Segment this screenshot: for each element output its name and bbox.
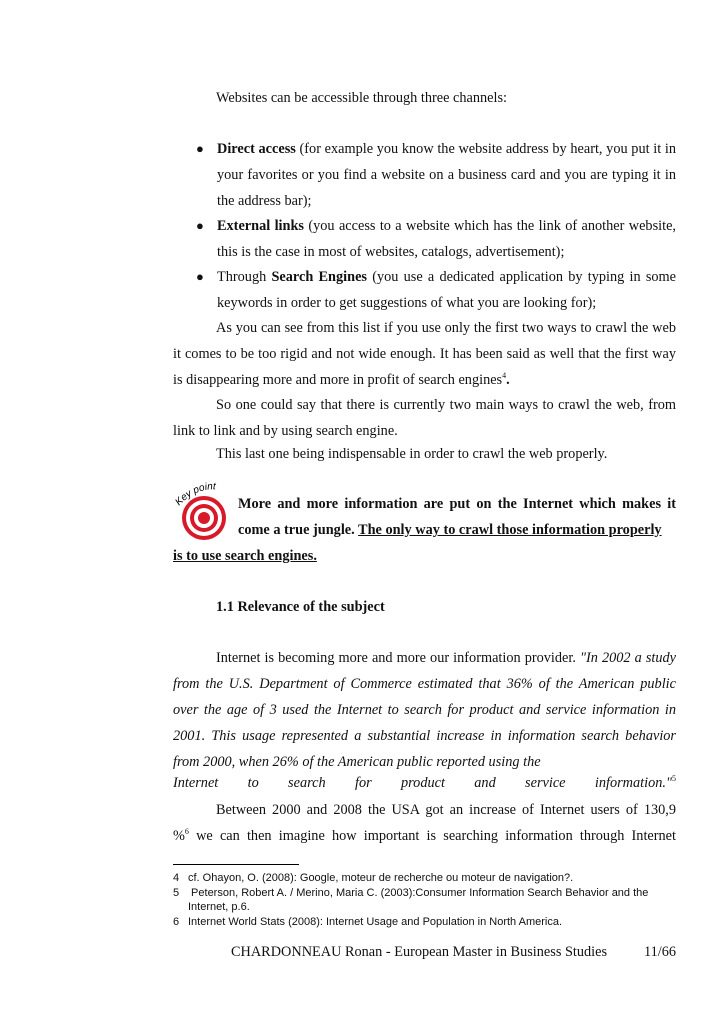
footnote-text: Peterson, Robert A. / Merino, Maria C. (2003):Consumer Information Search Behavior and the [188,887,649,899]
bullet-bold-label: Direct access [217,141,296,157]
footer-author: CHARDONNEAU Ronan - European Master in Business Studies [231,944,608,960]
paragraph-text: we can then imagine how important is searching information through Internet [188,828,676,844]
page-number: 11/66 [643,944,676,960]
key-point-text [238,491,676,543]
bullet-description: (you access to a website which has the link of another website, this is the case in most of websites, catalogs, advertisement); [217,218,676,260]
paragraph-information-provider [173,645,676,775]
quote-word: service [525,775,566,791]
bullet-marker: ● [196,269,204,284]
page-footer [231,942,676,962]
footnote-ref: 6 [184,827,189,837]
footnote-text: Internet World Stats (2008): Internet Usage and Population in North America. [188,916,562,928]
footnote-5-cont: Internet, p.6. [188,901,250,913]
intro-text: Websites can be accessible through three channels: [216,90,508,106]
bullet-marker: ● [196,218,204,233]
key-point-underlined: The only way to crawl those information properly [358,522,662,538]
footnote-6 [173,915,676,929]
paragraph-text: % [173,828,185,844]
footnote-4 [173,871,676,885]
key-point-underlined: is to use search engines. [173,548,317,564]
paragraph-text: As you can see from this list if you use only the first two ways to crawl the web it comes to be too rigid and not wide enough. It has been said as well that the first way is disappearing more and more in profit of search engines [173,320,676,388]
bullet-bold-label: External links [217,218,304,234]
key-point-continuation [173,543,676,569]
footnote-text: cf. Ohayon, O. (2008): Google, moteur de recherche ou moteur de navigation?. [188,872,574,884]
paragraph-indispensable: This last one being indispensable in order to crawl the web properly. [216,446,608,462]
paragraph-usa-increase: Between 2000 and 2008 the USA got an increase of Internet users of 130,9 [216,802,676,818]
footnote-ref: 4 [502,371,507,381]
quote-last-line [173,770,676,796]
key-point-body: More and more information are put on the Internet which makes it come a true jungle. [238,496,676,538]
paragraph-usa-increase-cont [173,823,676,849]
quote-word: information." [594,775,672,791]
key-point-target-icon [173,480,235,542]
footnote-number: 4 [173,872,180,884]
bullet-bold-label: Search Engines [271,269,367,285]
quote-word: to [247,775,259,791]
quote-word: product [400,775,445,791]
quote-text: study from the U.S. Department of Commerce estimated that 36% of the American public over the age of 3 used the Internet to search for product and service information in 2001. This usage represented a substantial increase in information search behavior from 2000, when 26% of the American public reported using the [173,650,676,770]
bullet-direct-access [217,136,676,214]
bullet-description: (you use a dedicated application by typing in some keywords in order to get suggestions of what you are looking for); [217,269,677,311]
bullet-prefix: Through [217,269,272,285]
footnote-separator [173,864,299,865]
bullet-marker: ● [196,141,204,156]
quote-word: Internet [173,775,219,791]
footnote-5 [173,886,676,900]
paragraph-end: . [506,372,510,388]
bullet-external-links [217,213,676,265]
bullet-description: (for example you know the website address by heart, you put it in your favorites or you find a website on a business card and you are typing it in the address bar); [217,141,676,209]
quote-start: "In 2002 a [579,650,642,666]
paragraph-first-two-ways [173,315,676,393]
quote-word: search [288,775,326,791]
footnote-number: 6 [173,916,180,928]
footnote-ref: 5 [671,774,676,784]
key-point-label: Key point [173,481,216,508]
section-heading: 1.1 Relevance of the subject [216,599,385,615]
quote-word: and [474,775,496,791]
bullet-search-engines [217,264,676,316]
quote-word: for [354,775,372,791]
footnote-number: 5 [173,887,180,899]
paragraph-two-main-ways: So one could say that there is currently two main ways to crawl the web, from link to link and by using search engine. [173,397,676,439]
paragraph-text: Internet is becoming more and more our information provider. [216,650,580,666]
